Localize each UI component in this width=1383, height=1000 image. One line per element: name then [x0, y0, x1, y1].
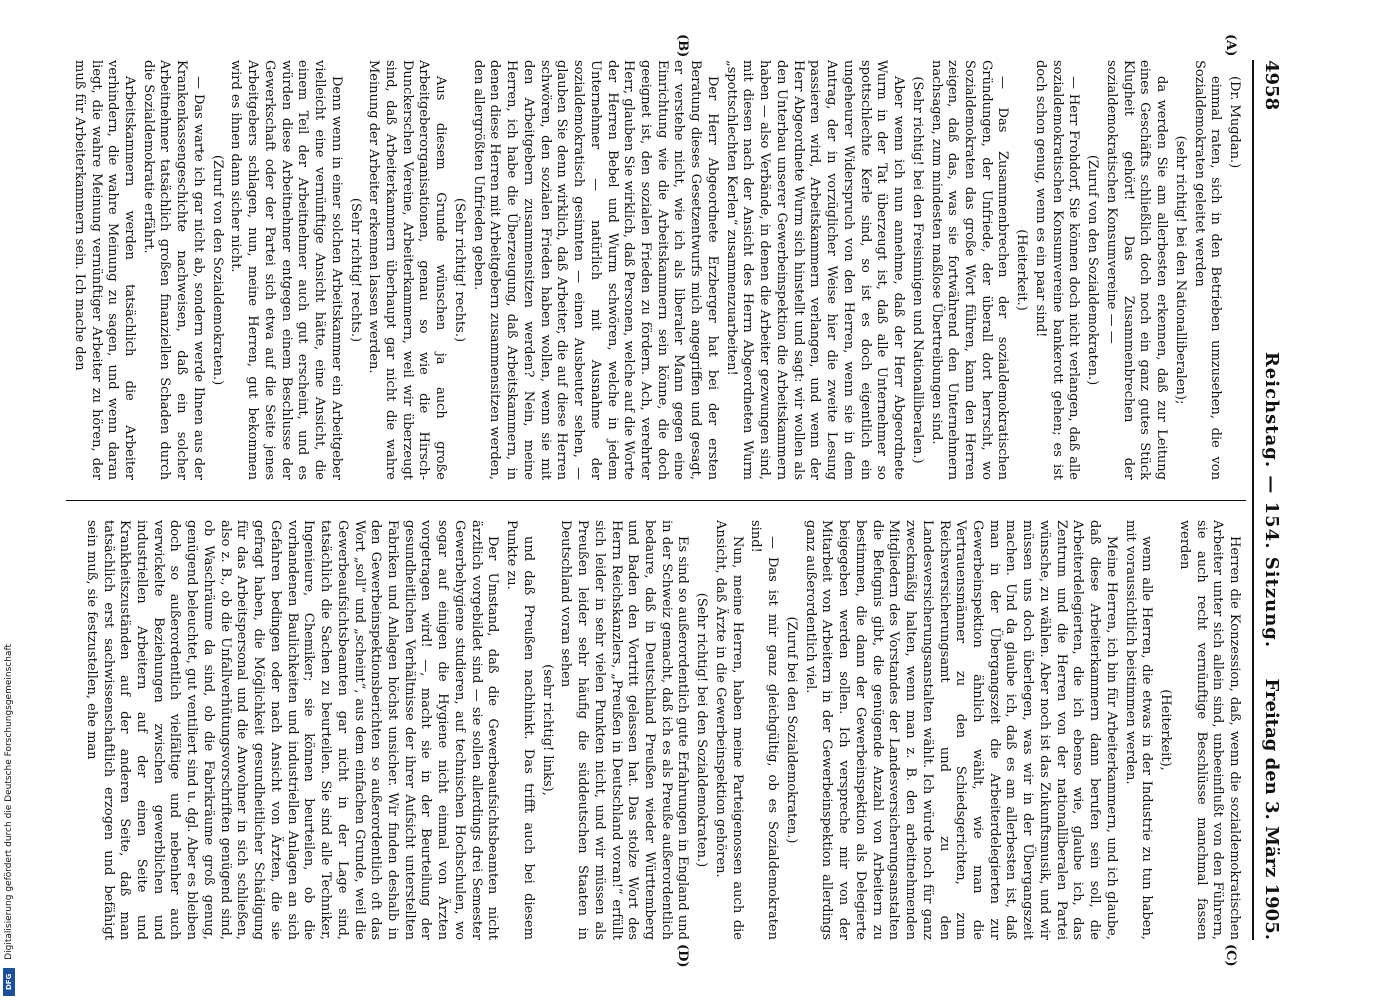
- interjection: (Sehr richtig! rechts.): [347, 197, 363, 343]
- paragraph: wenn alle Herren, die etwas in der Industrie zu tun haben, mit voraussichtlich beistimmen werden.: [1122, 520, 1155, 940]
- session-date: Freitag den 3. März 1905.: [1261, 678, 1282, 940]
- page-title: Reichstag. — 154. Sitzung.: [1261, 351, 1282, 649]
- paragraph: Aus diesem Grunde wünschen ja auch große Arbeitgeberorganisationen, genau so wie die Hirsch-Dunckerschen Vereine, Arbeiterkammern, weil wir überzeugt sind, daß Arbeiterkammern überhaupt gar nicht die wahre Meinung der Arbeiter erkennen lassen werden.: [366, 60, 449, 480]
- sidebar: [2, 0, 16, 1000]
- interjection: (Sehr richtig! bei den Sozialdemokraten.): [694, 592, 710, 868]
- left-column: [68, 60, 1242, 480]
- paragraph: Der Umstand, daß die Gewerbeaufsichtsbeamten nicht ärztlich vorgebildet sind — sie sollen allerdings drei Semester Gewerbehygiene studieren, auf technischen Hochschulen, wo sogar auf einigen die Hygiene nicht einmal von Ärzten vorgetragen wird! —, macht sie in der Beurteilung der gesundheitlichen Verhältnisse der ihrer Aufsicht unterstellten Fabriken und Anlagen höchst unsicher. Wir finden deshalb in den Gewerbeinspektionsberichten so außerordentlich oft das Wort „soll“ und „scheint“, aus dem einfachen Grunde, weil die Gewerbeaufsichtsbeamten gar nicht in der Lage sind, tatsächlich die Sachen zu beurteilen. Sie sind alle Techniker, Ingenieure, Chemiker; sie können beurteilen, ob die vorhandenen Baulichkeiten und industriellen Anlagen an sich Gefahren bedingen oder nach Ansicht von Ärzten, die sie gefragt haben, die Möglichkeit gesundheitlicher Schädigung für das Arbeitspersonal und die Anwohner in sich schließen, also z. B., ob die Unfallverhütungsvorschriften genügend sind, ob Waschräume da sind, ob die Fabrikräume groß genug, genügend beleuchtet, gut ventiliert sind u. dgl. Aber es bleiben doch so außerordentlich vielfältige und nebenher auch verwickelte Beziehungen zwischen gewerblichen und industriellen Arbeitern auf der einen Seite und Krankheitszuständen auf der anderen Seite, daß man tatsächlich erst sachwissenschaftlich erzogen und befähigt sein muß, sie festzustellen, ehe man: [83, 520, 501, 940]
- paragraph: Arbeitskammern werden tatsächlich die Arbeiter verhindern, die wahre Meinung zu sagen, und wenn daran liegt, die wahre Meinung vernünftiger Arbeiter zu hören, der muß für Arbeiterkammern sein. Ich mache den: [71, 60, 137, 480]
- right-column: [80, 520, 1242, 940]
- paragraph: (Dr. Mugdan.): [1227, 76, 1242, 169]
- paragraph: Denn wenn in einer solchen Arbeitskammer ein Arbeitgeber vielleicht eine vernünftige Ansicht hätte, eine Ansicht, die einem Teil der Arbeitnehmer auch gut erscheint, und es würden diese Arbeitnehmer entgegen einem Beschlusse der Gewerkschaft oder der Partei sich etwa auf die Seite jenes Arbeitgebers schlagen, nun, meine Herren, gut bekommen wird es ihnen dann sicher nicht.: [228, 60, 344, 480]
- margin-marker-c: (C): [1223, 944, 1238, 967]
- column-divider: [66, 500, 1246, 501]
- interjection: (Sehr richtig! bei den Freisinnigen und Nationalliberalen.): [909, 76, 925, 464]
- paragraph: Nun, meine Herren, haben meine Parteigenossen auch die Ansicht, daß Ärzte in die Gewerbeinspektion gehören.: [712, 520, 745, 940]
- page-header: [1256, 60, 1282, 940]
- paragraph: einmal raten, sich in den Betrieben umzusehen, die von Sozialdemokraten geleitet werden: [1191, 60, 1224, 480]
- dfg-logo: DFG: [3, 968, 15, 996]
- paragraph: — Das ist mir ganz gleichgültig, ob es Sozialdemokraten sind!: [748, 520, 781, 940]
- interjection: (Zuruf von den Sozialdemokraten.): [209, 154, 225, 386]
- interjection: (sehr richtig! bei den Nationalliberalen);: [1172, 135, 1188, 405]
- margin-marker-b: (B): [675, 34, 690, 58]
- paragraph: Es sind so außerordentlich gute Erfahrungen in England und in der Schweiz gemacht, daß ich es als Preuße außerordentlich bedaure, daß in Deutschland Preußen wieder Württemberg und Baden den Vortritt gelassen hat. Das stolze Wort des Herrn Reichskanzlers, „Preußen in Deutschland voran!“ erfüllt sich leider in sehr vielen Punkten nicht, und wir müssen als Preußen leider sehr häufig die süddeutschen Staaten in Deutschland voran sehen: [558, 520, 691, 940]
- funding-note: Digitalisierung gefördert durch die Deutsche Forschungsgemeinschaft: [4, 644, 14, 960]
- interjection: (Heiterkeit),: [1158, 689, 1174, 771]
- document-page: [50, 0, 1290, 1000]
- paragraph: Der Herr Abgeordnete Erzberger hat bei der ersten Beratung dieses Gesetzentwurfs mich angegriffen und gesagt, er verstehe nicht, wie ich als liberaler Mann gegen eine Einrichtung wie die Arbeitskammern sein könne, die doch geeignet ist, den sozialen Frieden zu fördern. Ach, verehrter Herr, glauben Sie wirklich, daß Personen, welche auf die Worte der Herren Bebel und Wurm schwören, welche in jedem Unternehmer — natürlich mit Ausnahme der sozialdemokratisch gesinnten — einen Ausbeuter sehen, — glauben Sie denn wirklich, daß Arbeiter, die auf diese Herren schwören, den sozialen Frieden haben wollen, wenn sie mit den Arbeitgebern zusammensitzen werden? Nein, meine Herren, ich habe die Überzeugung, daß Arbeitskammern, in denen diese Herren mit Arbeitgebern zusammensitzen werden, den allergrößten Unfrieden geben.: [470, 60, 720, 480]
- interjection: (sehr richtig! links),: [539, 664, 555, 796]
- paragraph: da werden Sie am allerbesten erkennen, daß zur Leitung eines Geschäfts schließlich doch noch ein ganz gutes Stück Klugheit gehört! Das Zusammenbrechen der sozialdemokratischen Konsumvereine — —: [1103, 60, 1170, 480]
- paragraph: — Das Zusammenbrechen der sozialdemokratischen Gründungen, der Unfriede, der überall dort herrscht, wo Sozialdemokraten das große Wort führen, kann den Herren zeigen, daß das, was sie fortwährend den Unternehmern nachsagen, zum mindesten maßlose Übertreibungen sind.: [928, 60, 1011, 480]
- paragraph: Meine Herren, ich bin für Arbeiterkammern, und ich glaube, daß diese Arbeiterkammern dann berufen sein soll, die Arbeiterdelegierten, die ich ebenso wie, glaube ich, das Zentrum und die Herren von der nationalliberalen Partei wünsche, zu wählen. Aber noch ist das Zukunftsmusik, und wir müssen uns doch überlegen, was wir in der Übergangszeit machen. Und da glaube ich, daß es am allerbesten ist, daß man in der Übergangszeit die Arbeiterdelegierten zur Gewerbeinspektion ähnlich wählt, wie man die Vertrauensmänner zu den Schiedsgerichten, zum Reichsversicherungsamt und zu den Landesversicherungsanstalten wählt. Ich würde noch für ganz zweckmäßig halten, wenn man z. B. den arbeitnehmenden Mitgliedern des Vorstandes der Landesversicherungsanstalten die Befugnis gibt, die genügende Anzahl von Arbeitern zu bestimmen, die dann der Gewerbeinspektion als Delegierte beigegeben werden sollen. Ich verspreche mir von der Mitarbeit von Arbeitern in der Gewerbeinspektion allerdings ganz außerordentlich viel.: [802, 520, 1119, 940]
- interjection: (Zuruf von den Sozialdemokraten.): [1085, 154, 1101, 386]
- margin-marker-d: (D): [675, 944, 690, 968]
- page-number: 4958: [1261, 60, 1282, 111]
- header-rule: [1252, 60, 1254, 940]
- paragraph: Herren die Konzession, daß, wenn die sozialdemokratischen Arbeiter unter sich allein sind, unbeeinflußt von den Führern, sie auch recht vernünftige Beschlüsse manchmal fassen werden: [1176, 520, 1242, 940]
- margin-marker-a: (A): [1223, 34, 1238, 57]
- paragraph: und daß Preußen nachhinkt. Das trifft auch bei diesem Punkte zu.: [504, 520, 536, 940]
- interjection: (Sehr richtig! rechts.): [451, 197, 467, 343]
- paragraph: — Herr Frohdorf, Sie können doch nicht verlangen, daß alle sozialdemokratischen Konsumvereine bankerott gehen; es ist doch schon genug, wenn es ein paar sind!: [1032, 60, 1082, 480]
- paragraph: — Das warte ich gar nicht ab, sondern werde Ihnen aus der Krankenkassengeschichte nachweisen, daß ein solcher Arbeitnehmer tatsächlich großen finanziellen Schaden durch die Sozialdemokratie erfährt.: [140, 60, 206, 480]
- interjection: (Heiterkeit.): [1014, 229, 1030, 311]
- paragraph: Aber wenn ich nun annehme, daß der Herr Abgeordnete Wurm in der Tat überzeugt ist, daß alle Unternehmer so spottschlechte Kerle sind, so ist es doch eigentlich ein ungeheurer Widerspruch von den Herren, wenn sie in dem Antrag, der in vorzüglicher Weise hier die zweite Lesung passieren wird, Arbeitskammern verlangen, und wenn der Herr Abgeordnete Wurm sich hinstellt und sagt: wir wollen als den Unterbau unserer Gewerbeinspektion die Arbeitskammern haben — also Verbände, in denen die Arbeiter gezwungen sind, mit diesen nach der Ansicht des Herrn Abgeordneten Wurm „spottschlechten Kerlen“ zusammenzuarbeiten!: [723, 60, 907, 480]
- interjection: (Zuruf bei den Sozialdemokraten.): [783, 616, 799, 844]
